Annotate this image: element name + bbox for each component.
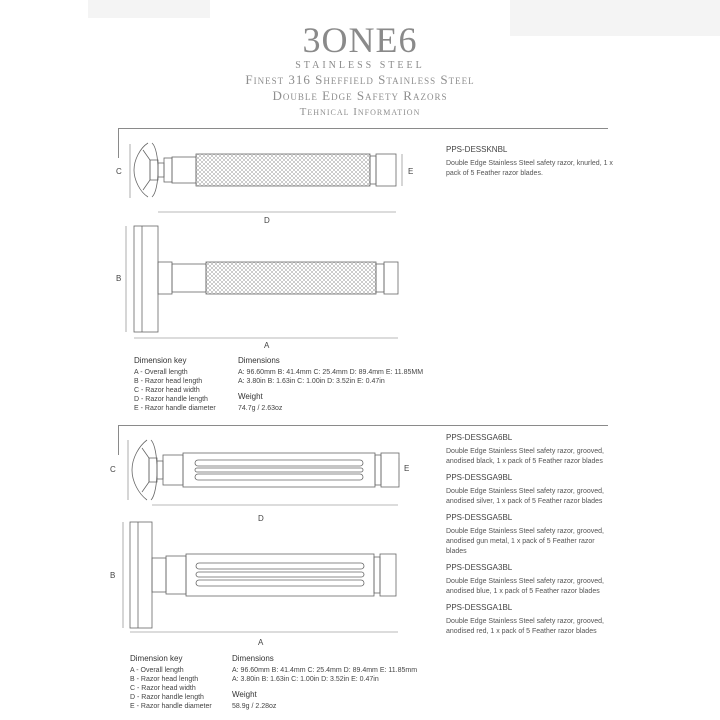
- key-item: E - Razor handle diameter: [130, 703, 212, 710]
- s1-dimension-key: [134, 356, 216, 413]
- heading-line-3: Tehnical Information: [299, 106, 421, 118]
- dimensions-title: Dimensions: [232, 654, 274, 663]
- product-description: Double Edge Stainless Steel safety razor, grooved, anodised black, 1 x pack of 5 Feather razor blades: [446, 448, 604, 465]
- product-description: Double Edge Stainless Steel safety razor, grooved, anodised silver, 1 x pack of 5 Feather razor blades: [446, 488, 604, 505]
- s2-product-list: [446, 433, 616, 637]
- product-code: PPS-DESSGA9BL: [446, 473, 513, 482]
- dimensions-in: A: 3.80in B: 1.63in C: 1.00in D: 3.52in E: 0.47in: [232, 676, 379, 683]
- key-item: B - Razor head length: [134, 378, 203, 385]
- s1-label-e: E: [408, 167, 414, 176]
- product-description: Double Edge Stainless Steel safety razor, grooved, anodised blue, 1 x pack of 5 Feather razor blades: [446, 578, 604, 595]
- product-code: PPS-DESSKNBL: [446, 145, 508, 154]
- s2-dimension-key: [130, 654, 212, 711]
- s2-label-d: D: [258, 514, 264, 523]
- s2-label-b: B: [110, 571, 116, 580]
- key-title: Dimension key: [134, 356, 187, 365]
- product-code: PPS-DESSGA3BL: [446, 563, 513, 572]
- key-item: D - Razor handle length: [134, 396, 208, 403]
- weight-title: Weight: [238, 392, 263, 401]
- weight-value: 74.7g / 2.63oz: [238, 405, 283, 412]
- key-item: D - Razor handle length: [130, 694, 204, 701]
- grooved-razor-top-view: [132, 440, 399, 500]
- s2-dimensions: [232, 654, 417, 711]
- dimensions-mm: A: 96.60mm B: 41.4mm C: 25.4mm D: 89.4mm E: 11.85MM: [238, 369, 424, 376]
- key-title: Dimension key: [130, 654, 183, 663]
- s2-label-c: C: [110, 465, 116, 474]
- s1-label-c: C: [116, 167, 122, 176]
- key-item: E - Razor handle diameter: [134, 405, 216, 412]
- key-item: C - Razor head width: [130, 685, 196, 692]
- dimensions-in: A: 3.80in B: 1.63in C: 1.00in D: 3.52in E: 0.47in: [238, 378, 385, 385]
- key-item: C - Razor head width: [134, 387, 200, 394]
- logo-wordmark: 3ONE6: [302, 20, 418, 60]
- s1-product-list: [446, 145, 616, 179]
- key-item: B - Razor head length: [130, 676, 199, 683]
- weight-title: Weight: [232, 690, 257, 699]
- product-description: Double Edge Stainless Steel safety razor, grooved, anodised gun metal, 1 x pack of 5 Feather razor blades: [446, 528, 604, 555]
- grooved-razor-side-view: [130, 522, 396, 628]
- s1-label-b: B: [116, 274, 122, 283]
- product-code: PPS-DESSGA6BL: [446, 433, 513, 442]
- key-item: A - Overall length: [134, 369, 188, 376]
- knurled-razor-top-view: [134, 143, 396, 197]
- s2-label-a: A: [258, 638, 264, 647]
- heading-line-1: Finest 316 Sheffield Stainless Steel: [245, 72, 475, 87]
- logo-subtitle: STAINLESS STEEL: [295, 60, 425, 71]
- s2-label-e: E: [404, 464, 410, 473]
- product-code: PPS-DESSGA1BL: [446, 603, 513, 612]
- key-item: A - Overall length: [130, 667, 184, 674]
- heading-line-2: Double Edge Safety Razors: [272, 88, 448, 103]
- product-description: Double Edge Stainless Steel safety razor, grooved, anodised red, 1 x pack of 5 Feather razor blades: [446, 618, 604, 635]
- dimensions-title: Dimensions: [238, 356, 280, 365]
- weight-value: 58.9g / 2.28oz: [232, 703, 277, 710]
- s1-label-a: A: [264, 341, 270, 350]
- product-code: PPS-DESSGA5BL: [446, 513, 513, 522]
- product-description: Double Edge Stainless Steel safety razor, knurled, 1 x pack of 5 Feather razor blades.: [446, 160, 613, 177]
- s1-dimensions: [238, 356, 423, 413]
- knurled-razor-side-view: [134, 226, 398, 332]
- s1-label-d: D: [264, 216, 270, 225]
- dimensions-mm: A: 96.60mm B: 41.4mm C: 25.4mm D: 89.4mm E: 11.85mm: [232, 667, 418, 674]
